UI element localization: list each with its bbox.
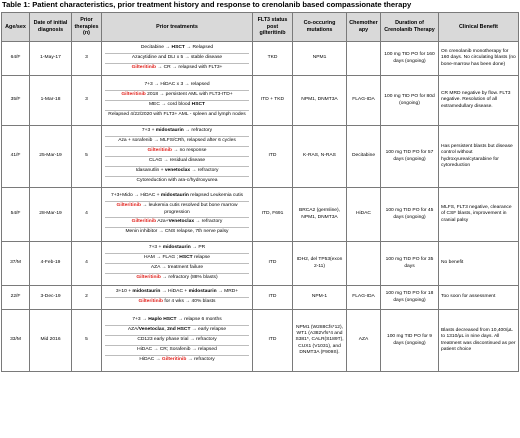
co-mutations-cell: NPM1, DNMT3A xyxy=(293,76,347,126)
treatment-text: CLAG → residual disease xyxy=(148,158,206,164)
table-row xyxy=(2,76,519,126)
treatment-line xyxy=(105,346,249,356)
treatment-drug: midostaurin xyxy=(132,289,161,295)
treatment-text: AZA → treatment failure xyxy=(150,265,204,271)
prior-therapies-count-cell: 4 xyxy=(72,242,102,286)
chemotherapy-cell: FLAG-IDA xyxy=(347,76,381,126)
treatment-text: → refractory (88% blasts) xyxy=(160,275,218,281)
clinical-benefit-cell: Blasts decreased from 10,400/μL to 1310/μL in nine days. All treatment was discontinued as per patient choice xyxy=(439,310,519,372)
age-sex-cell: 22/F xyxy=(2,286,30,310)
treatment-drug: midostaurin xyxy=(155,128,184,134)
treatment-line xyxy=(105,167,249,177)
gilteritinib-label: Gilteritinib xyxy=(121,92,146,98)
clinical-benefit-cell: CR MRD negative by flow. FLT3 negative. Resolution of all extramedullary disease. xyxy=(439,76,519,126)
header-benefit: Clinical Benefit xyxy=(439,13,519,42)
treatment-text: → CR → relapsed with FLT3+ xyxy=(156,65,223,71)
treatment-drug: Venetoclax xyxy=(168,219,195,225)
duration-cell: 100 mg TID PO for 9 days (ongoing) xyxy=(381,310,439,372)
diagnosis-date-cell: 3-Dec-19 xyxy=(30,286,72,310)
treatment-line xyxy=(105,356,249,365)
diagnosis-date-cell: Mid 2016 xyxy=(30,310,72,372)
age-sex-cell: 33/M xyxy=(2,310,30,372)
prior-therapies-count-cell: 5 xyxy=(72,126,102,188)
duration-cell: 100 mg TID PO for 35 days xyxy=(381,242,439,286)
prior-treatments-cell xyxy=(102,242,253,286)
flt3-status-cell: ITD, F691 xyxy=(253,188,293,242)
gilteritinib-label: Gilteritinib xyxy=(161,357,187,363)
clinical-benefit-cell: On crenolanib monotherapy for 160 days. No circulating blasts (no bone-marrow has been done) xyxy=(439,42,519,76)
prior-therapies-count-cell: 3 xyxy=(72,42,102,76)
chemotherapy-cell: HiDAC xyxy=(347,188,381,242)
clinical-benefit-cell: MLFS, FLT3 negative, clearance of CSF blasts, improvement in cranial palsy xyxy=(439,188,519,242)
diagnosis-date-cell: 25-Mar-19 xyxy=(30,126,72,188)
clinical-benefit-cell: Too soon for assessment xyxy=(439,286,519,310)
treatment-drug: HSCT xyxy=(171,45,185,51)
treatment-drug: 2nd HSCT xyxy=(167,327,191,333)
treatment-text: HiDAC → CR; Sorafenib → relapsed xyxy=(137,347,217,353)
gilteritinib-label: Gilteritinib xyxy=(131,219,157,225)
treatment-text: HiDAC → xyxy=(139,357,162,363)
treatment-drug: Haplo HSCT xyxy=(148,317,177,323)
treatment-text: 2018 → persistent AML with FLT3-ITD+ xyxy=(145,92,233,98)
prior-treatments-cell xyxy=(102,126,253,188)
table-row xyxy=(2,42,519,76)
header-flt3: FLT3 status post gilteritinib xyxy=(253,13,293,42)
treatment-drug: HSCT xyxy=(179,255,193,261)
treatment-text: , xyxy=(164,327,168,333)
treatment-text: → PR xyxy=(190,245,206,251)
treatment-text: Relapsed 4/22/2020 with FLT3+ AML - spleen and lymph nodes xyxy=(108,112,246,118)
co-mutations-cell: NPM1 xyxy=(293,42,347,76)
prior-therapies-count-cell: 2 xyxy=(72,286,102,310)
prior-therapies-count-cell: 5 xyxy=(72,310,102,372)
treatment-line xyxy=(105,81,249,91)
patient-table xyxy=(1,12,519,372)
table-row xyxy=(2,188,519,242)
prior-treatments-cell xyxy=(102,286,253,310)
treatment-text: HAM → FLAG ; xyxy=(143,255,180,261)
table-row xyxy=(2,310,519,372)
table-row xyxy=(2,242,519,286)
chemotherapy-cell xyxy=(347,242,381,286)
duration-cell: 100 mg TID PO for 45 days (ongoing) xyxy=(381,188,439,242)
treatment-drug: midostaurin xyxy=(162,245,191,251)
treatment-drug: midostaurin xyxy=(160,193,189,199)
treatment-line xyxy=(105,157,249,167)
treatment-line xyxy=(105,298,249,307)
flt3-status-cell: ITD xyxy=(253,242,293,286)
treatment-line xyxy=(105,177,249,186)
treatment-line xyxy=(105,101,249,111)
chemotherapy-cell: FLAG-IDA xyxy=(347,286,381,310)
gilteritinib-label: Gilteritinib xyxy=(116,203,141,209)
treatment-line xyxy=(105,137,249,147)
co-mutations-cell: BRCA2 (germline), NPM1, DNMT3A xyxy=(293,188,347,242)
co-mutations-cell: NPM1 (W288Cfs*12), WT1 (A382Vfs*4 and S381*, CALR(S189T), CUX1 (V1031), and DNMT3A (F909S). xyxy=(293,310,347,372)
treatment-text: MEC → cord blood xyxy=(148,102,192,108)
treatment-text: Aza + sorafenib → MLFS/CRh, relapsed after 6 cycles xyxy=(118,138,236,144)
co-mutations-cell: K-RAS, N-RAS xyxy=(293,126,347,188)
flt3-status-cell: ITD xyxy=(253,286,293,310)
treatment-text: 7+3 + xyxy=(148,245,163,251)
header-chemotherapy: Chemother apy xyxy=(347,13,381,42)
header-row xyxy=(2,13,519,42)
treatment-line xyxy=(105,202,249,218)
gilteritinib-label: Gilteritinib xyxy=(147,148,172,154)
prior-therapies-count-cell: 4 xyxy=(72,188,102,242)
treatment-line xyxy=(105,91,249,101)
treatment-text: relapse xyxy=(192,255,211,261)
duration-cell: 100 mg TID PO for 80d (ongoing) xyxy=(381,76,439,126)
treatment-text: CD123 early phase trial → refractory xyxy=(137,337,217,343)
treatment-text: → Relapsed xyxy=(184,45,214,51)
chemotherapy-cell: Decitabine xyxy=(347,126,381,188)
treatment-text: → early relapse xyxy=(190,327,227,333)
age-sex-cell: 35/F xyxy=(2,76,30,126)
treatment-drug: HSCT xyxy=(191,102,205,108)
duration-cell: 100 mg TID PO for 160 days (ongoing) xyxy=(381,42,439,76)
co-mutations-cell: IDH2, del TP53(exon 2-11) xyxy=(293,242,347,286)
treatment-line xyxy=(105,147,249,157)
treatment-text: → leukemia cutis resolved but bone marrow progression xyxy=(140,203,238,215)
treatment-text: Aza+ xyxy=(156,219,169,225)
duration-cell: 100 mg TID PO for 18 days (ongoing) xyxy=(381,286,439,310)
treatment-line xyxy=(105,264,249,274)
treatment-line xyxy=(105,64,249,73)
treatment-drug: midostaurin xyxy=(188,289,217,295)
age-sex-cell: 41/F xyxy=(2,126,30,188)
diagnosis-date-cell: 1-May-17 xyxy=(30,42,72,76)
diagnosis-date-cell: 1-Mar-18 xyxy=(30,76,72,126)
treatment-line xyxy=(105,316,249,326)
treatment-line xyxy=(105,228,249,237)
diagnosis-date-cell: 4-Feb-19 xyxy=(30,242,72,286)
treatment-line xyxy=(105,336,249,346)
treatment-line xyxy=(105,254,249,264)
gilteritinib-label: Gilteritinib xyxy=(138,299,163,305)
header-duration: Duration of Crenolanib Therapy xyxy=(381,13,439,42)
prior-treatments-cell xyxy=(102,76,253,126)
header-prior-treatments: Prior treatments xyxy=(102,13,253,42)
treatment-line xyxy=(105,127,249,137)
flt3-status-cell: ITD xyxy=(253,126,293,188)
treatment-text: → refractory xyxy=(194,219,223,225)
treatment-line xyxy=(105,44,249,54)
treatment-text: → MRD+ xyxy=(216,289,239,295)
treatment-text: 7+3 → xyxy=(132,317,149,323)
flt3-status-cell: ITD xyxy=(253,310,293,372)
prior-treatments-cell xyxy=(102,310,253,372)
co-mutations-cell: NPM-1 xyxy=(293,286,347,310)
treatment-text: Idasanutlin + xyxy=(135,168,165,174)
flt3-status-cell: ITD + TKD xyxy=(253,76,293,126)
duration-cell: 100 mg TID PO for 57 days (ongoing) xyxy=(381,126,439,188)
treatment-drug: Venetoclax xyxy=(138,327,165,333)
treatment-line xyxy=(105,54,249,64)
gilteritinib-label: Gilteritinib xyxy=(131,65,157,71)
prior-therapies-count-cell: 3 xyxy=(72,76,102,126)
treatment-line xyxy=(105,218,249,228)
treatment-text: → refractory xyxy=(186,357,215,363)
header-prior-n: Prior therapies (n) xyxy=(72,13,102,42)
header-age-sex: Age/sex xyxy=(2,13,30,42)
header-date: Date of initial diagnosis xyxy=(30,13,72,42)
treatment-text: → refractory xyxy=(190,168,219,174)
flt3-status-cell: TKD xyxy=(253,42,293,76)
treatment-line xyxy=(105,326,249,336)
treatment-line xyxy=(105,244,249,254)
treatment-text: for 4 wks → 40% blasts xyxy=(163,299,216,305)
treatment-text: Azacytidine and DLI x 5 → stable disease xyxy=(131,55,223,61)
header-co-mutations: Co-occuring mutations xyxy=(293,13,347,42)
treatment-text: → relapse 6 months xyxy=(176,317,222,323)
treatment-text: relapsed Leukemia cutis xyxy=(188,193,243,199)
age-sex-cell: 37/M xyxy=(2,242,30,286)
treatment-text: 7+3 → HiDAC x 3 → relapsed xyxy=(144,82,210,88)
age-sex-cell: 54/F xyxy=(2,188,30,242)
treatment-text: 3+10 + xyxy=(115,289,133,295)
treatment-text: AZA/ xyxy=(127,327,139,333)
treatment-text: Menin inhibitor → CNS relapse, 7th nerve palsy xyxy=(125,229,229,235)
clinical-benefit-cell: No benefit xyxy=(439,242,519,286)
table-caption: Table 1: Patient characteristics, prior treatment history and response to crenolanib based compassionate therapy xyxy=(2,0,412,9)
treatment-text: 7+3 + xyxy=(141,128,156,134)
table-row xyxy=(2,286,519,310)
treatment-text: Cytoreduction with ara-c/hydroxyurea xyxy=(136,178,218,184)
prior-treatments-cell xyxy=(102,42,253,76)
chemotherapy-cell xyxy=(347,42,381,76)
treatment-text: 7+3+Mido → HiDAC + xyxy=(111,193,161,199)
chemotherapy-cell: AZA xyxy=(347,310,381,372)
gilteritinib-label: Gilteritinib xyxy=(136,275,161,281)
treatment-line xyxy=(105,111,249,120)
table-row xyxy=(2,126,519,188)
treatment-line xyxy=(105,274,249,283)
diagnosis-date-cell: 28-Mar-19 xyxy=(30,188,72,242)
treatment-line xyxy=(105,192,249,202)
treatment-text: → HiDAC + xyxy=(160,289,189,295)
treatment-drug: venetoclax xyxy=(164,168,191,174)
treatment-text: → refractory xyxy=(183,128,213,134)
age-sex-cell: 64/F xyxy=(2,42,30,76)
treatment-text: → no response xyxy=(171,148,207,154)
clinical-benefit-cell: Has persistent blasts but disease control without hydroxyurea/cytarabine for cytoreduction xyxy=(439,126,519,188)
treatment-line xyxy=(105,288,249,298)
treatment-text: Decitabine → xyxy=(140,45,172,51)
prior-treatments-cell xyxy=(102,188,253,242)
